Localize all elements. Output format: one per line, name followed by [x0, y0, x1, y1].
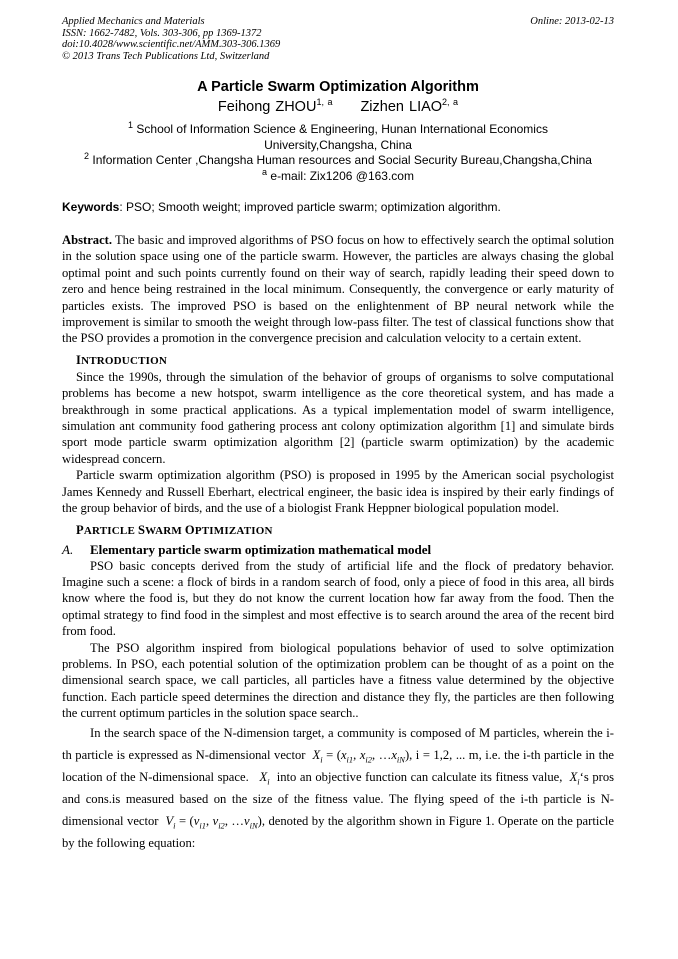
- subsection-letter: A.: [62, 541, 74, 557]
- xi-symbol: $X_i$: [569, 769, 580, 787]
- affiliation-1-line2: University,Changsha, China: [264, 137, 412, 152]
- section-heading-introduction: INTRODUCTION: [76, 352, 168, 367]
- affiliation-2-text: Information Center ,Changsha Human resources and Social Security Bureau,Changsha,China: [92, 153, 592, 167]
- affiliation-1: [62, 122, 614, 138]
- subsection-heading: [62, 542, 614, 558]
- author-superscript: 1, a: [316, 97, 333, 108]
- affiliation-2-sup: 2: [84, 151, 90, 161]
- online-date: Online: 2013-02-13: [530, 16, 614, 27]
- paper-title: A Particle Swarm Optimization Algorithm: [197, 79, 479, 95]
- copyright-line: © 2013 Trans Tech Publications Ltd, Switzerland: [62, 50, 270, 62]
- affiliation-1-line1: School of Information Science & Engineering, Hunan International Economics: [136, 122, 548, 136]
- intro-paragraph-2: Particle swarm optimization algorithm (PSO) is proposed in 1995 by the American social psychologist James Kennedy and Russell Eberhart, electrical engineer, the basic idea is inspired by their early findings of the group behavior of birds, and the use of a biologist Frank Heppner biological population model.: [62, 468, 614, 516]
- issn-line: ISSN: 1662-7482, Vols. 303-306, pp 1369-1372: [62, 27, 262, 39]
- paper-page: [62, 16, 614, 854]
- email-text: e-mail: Zix1206 @163.com: [270, 168, 414, 183]
- abstract: [62, 232, 614, 347]
- affiliation-2: [62, 153, 614, 169]
- affiliations: [62, 122, 614, 184]
- xi-symbol: $X_i$: [259, 769, 270, 787]
- pso-paragraph-1: PSO basic concepts derived from the study of artificial life and the flock of predatory behavior. Imagine such a scene: a flock of birds in a random search of food, only a piece of food in this area, all birds know where the food is, but they do not know the current location how far away from the food. Then the optimal strategy to find food in the simplest and most effective is to search around the area of the recent bird from food.: [62, 558, 614, 639]
- email-sup: a: [262, 166, 268, 177]
- subsection-title: Elementary particle swarm optimization mathematical model: [90, 541, 432, 557]
- keywords-text: : PSO; Smooth weight; improved particle swarm; optimization algorithm.: [119, 200, 501, 214]
- vi-vector-formula: $V_i = (v_{i1}$, $v_{i2}$, $\dots v_{iN}$): [165, 813, 262, 831]
- keywords: [62, 200, 614, 214]
- intro-paragraph-1: Since the 1990s, through the simulation of the behavior of groups of organisms to solve computational problems has become a new hotspot, swarm intelligence as the core theoretical system, and has made a breakthrough in some practical applications. As a typical implementation model of swarm intelligence, simulation ant community food gathering process ant colony optimization algorithm [1] and simulate birds sport mode particle swarm optimization algorithm [2] (particle swarm optimization) by the academic widespread concern.: [62, 369, 614, 466]
- section-heading-pso: PARTICLE SWARM OPTIMIZATION: [76, 522, 273, 537]
- journal-name: Applied Mechanics and Materials: [62, 16, 205, 27]
- author-line: [62, 99, 614, 115]
- pso-paragraph-3: In the search space of the N-dimension target, a community is composed of M particles, wherein the i-th particle is expressed as N-dimensional vector $X_i = (x_{i1}$, $x_{i2}$, $\dots x_{iN}$), i = 1,2, ... m, i.e. the i-th particle in the location of the N-dimensional space. $X_i$ into an objective function can calculate its fitness value, $X_i‘s$ pros and cons.is measured based on the size of the fitness value. The flying speed of the i-th particle is N-dimensional vector $V_i = (v_{i1}$, $v_{i2}$, $\dots v_{iN}$), denoted by the algorithm shown in Figure 1. Operate on the particle by the following equation:: [62, 725, 615, 850]
- abstract-label: Abstract.: [62, 233, 113, 247]
- author-name: Feihong ZHOU: [217, 99, 317, 115]
- keywords-label: Keywords: [62, 200, 120, 214]
- journal-header: [62, 16, 614, 62]
- author-superscript: 2, a: [442, 97, 459, 108]
- xi-vector-formula: $X_i = (x_{i1}$, $x_{i2}$, $\dots x_{iN}$): [312, 747, 410, 765]
- pso-paragraph-2: The PSO algorithm inspired from biological populations behavior of used to solve optimization problems. In PSO, each potential solution of the optimization problem can be thought of as a point on the dimensional search space, we call particles, all particles have a fitness value determined by the objective function. Each particle speed determines the direction and distance they fly, the particles are then following the current optimum particles in the solution space search..: [62, 640, 614, 721]
- email-line: [62, 166, 614, 185]
- doi-line: doi:10.4028/www.scientific.net/AMM.303-306.1369: [62, 39, 281, 50]
- affiliation-1-sup: 1: [128, 120, 134, 130]
- author-name: Zizhen LIAO: [360, 99, 443, 115]
- abstract-text: The basic and improved algorithms of PSO focus on how to effectively search the optimal solution in the solution space using one of the particle swarm. However, the particles are always chasing the global optimal point and such points currently found on their way of search, rapidly leading their speed down to zero and hence being restrained in the local minimum. Consequently, the convergence or early maturity of particles exists. The improved PSO is based on the enlightenment of BP neural network while the improvement is similar to smooth the weight through low-pass filter. The test of classical functions show that the PSO provides a promotion in the convergence precision and calculation velocity to a certain extent.: [62, 233, 614, 346]
